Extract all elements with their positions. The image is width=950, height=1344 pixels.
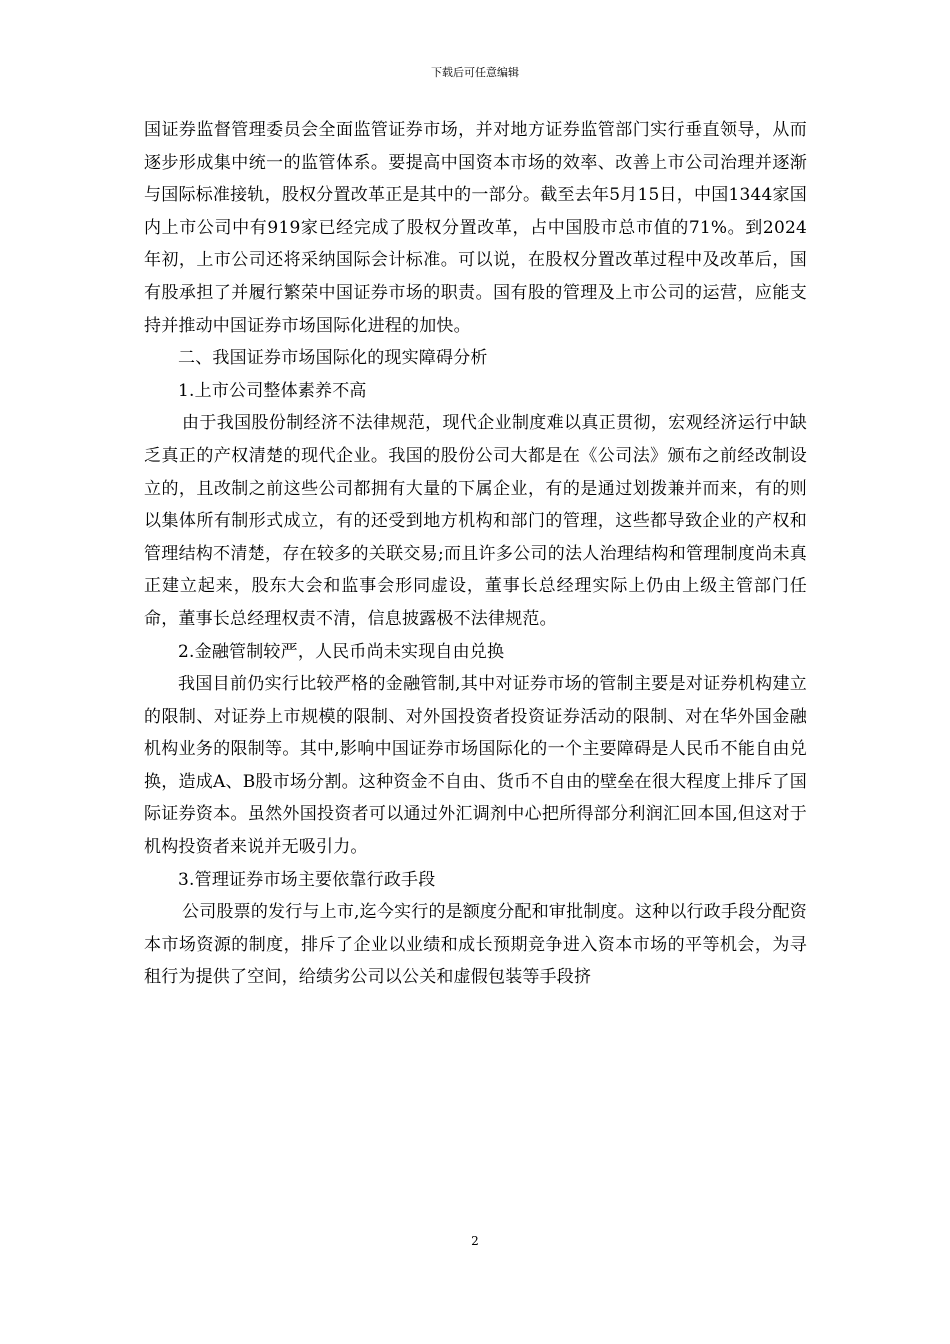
paragraph-body: 由于我国股份制经济不法律规范，现代企业制度难以真正贯彻，宏观经济运行中缺乏真正的产权清楚的现代企业。我国的股份公司大都是在《公司法》颁布之前经改制设立的，且改制之前这些公司都拥有大量的下属企业，有的是通过划拨兼并而来，有的则以集体所有制形式成立，有的还受到地方机构和部门的管理，这些都导致企业的产权和管理结构不清楚，存在较多的关联交易;而且许多公司的法人治理结构和管理制度尚未真正建立起来，股东大会和监事会形同虚设，董事长总经理实际上仍由上级主管部门任命，董事长总经理权责不清，信息披露极不法律规范。	[144, 413, 807, 629]
section-heading: 二、我国证券市场国际化的现实障碍分析	[178, 348, 488, 369]
paragraph-body: 国证券监督管理委员会全面监管证券市场，并对地方证券监管部门实行垂直领导，从而逐步形成集中统一的监管体系。要提高中国资本市场的效率、改善上市公司治理并逐渐与国际标准接轨，股权分置改革正是其中的一部分。截至去年5月15日，中国1344家国内上市公司中有919家已经完成了股权分置改革，占中国股市总市值的71%。到2024年初，上市公司还将采纳国际会计标准。可以说，在股权分置改革过程中及改革后，国有股承担了并履行繁荣中国证券市场的职责。国有股的管理及上市公司的运营，应能支持并推动中国证券市场国际化进程的加快。	[144, 120, 807, 336]
page-header: 下载后可任意编辑	[431, 66, 519, 79]
subsection-heading: 1.上市公司整体素养不高	[178, 380, 367, 401]
subsection-heading: 3.管理证券市场主要依靠行政手段	[178, 869, 436, 890]
paragraph-body: 我国目前仍实行比较严格的金融管制,其中对证券市场的管制主要是对证券机构建立的限制、对证券上市规模的限制、对外国投资者投资证券活动的限制、对在华外国金融机构业务的限制等。其中,影响中国证券市场国际化的一个主要障碍是人民币不能自由兑换，造成A、B股市场分割。这种资金不自由、货币不自由的壁垒在很大程度上排斥了国际证券资本。虽然外国投资者可以通过外汇调剂中心把所得部分利润汇回本国,但这对于机构投资者来说并无吸引力。	[144, 674, 807, 858]
subsection-heading: 2.金融管制较严，人民币尚未实现自由兑换	[178, 641, 505, 662]
paragraph-body: 公司股票的发行与上市,迄今实行的是额度分配和审批制度。这种以行政手段分配资本市场资源的制度，排斥了企业以业绩和成长预期竞争进入资本市场的平等机会，为寻租行为提供了空间，给绩劣公司以公关和虚假包装等手段挤	[144, 902, 807, 988]
page-number: 2	[471, 1234, 479, 1248]
document-body	[144, 114, 807, 994]
